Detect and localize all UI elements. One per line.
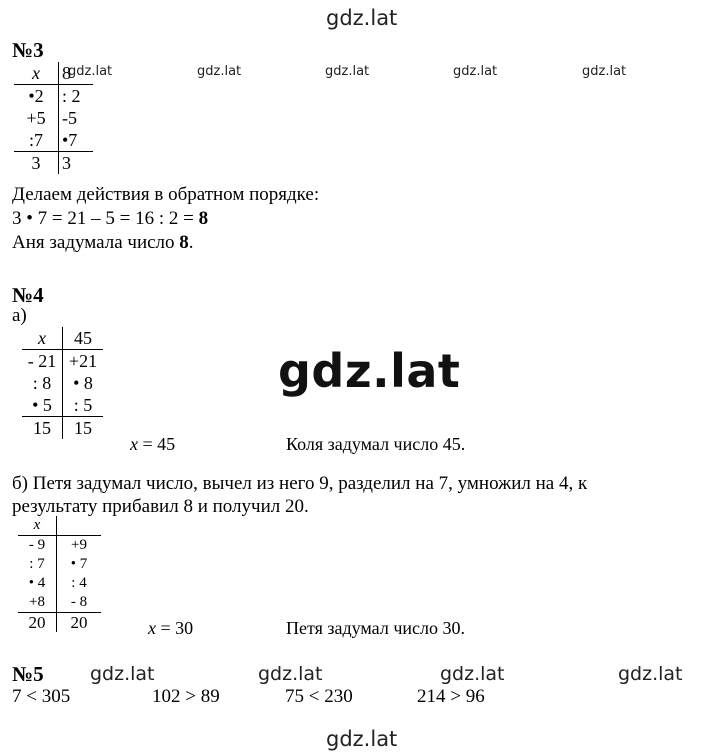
task3-table-cell: :7 [28,130,43,150]
task3-conclusion-answer: 8 [179,232,189,253]
task5-comparison-3: 75 < 230 [285,686,353,707]
task4a-table-cell: : 5 [63,394,104,417]
task3-table-result: 3 [59,152,94,175]
task3-table-cell: : 2 [59,85,94,108]
watermark-row5-2: gdz.lat [258,663,323,685]
task3-table-result: 3 [14,152,59,175]
task4b-table-head-right [57,516,102,536]
task4a-conclusion: Коля задумал число 45. [286,434,466,454]
task4b-table-cell: : 4 [57,574,102,593]
watermark-row5-1: gdz.lat [90,663,155,685]
task4a-table-cell: • 5 [32,395,52,415]
task4b-table-cell: • 7 [57,555,102,574]
task4a-x-var: x [130,434,138,454]
task3-table-cell: +5 [26,108,46,128]
task3-conclusion-end: . [188,232,194,253]
task4b-table-cell: - 8 [57,593,102,613]
task3-table-head-left: x [14,62,59,85]
task4b-x-value: = 30 [156,618,194,638]
watermark-row5-3: gdz.lat [440,663,505,685]
task4b-x-result [148,618,193,639]
task4a-x-value: = 45 [138,434,176,454]
task4a-table-cell: +21 [63,350,104,373]
task4b-table-cell: +8 [29,594,45,610]
task4b-table-cell: - 9 [28,537,46,553]
task3-table-cell: •7 [59,129,94,152]
task4b-line2: результату прибавил 8 и получил 20. [12,496,309,517]
task4b-table-cell: +9 [57,536,102,556]
task5-title: №5 [12,662,44,686]
watermark-row5-4: gdz.lat [618,663,683,685]
task4a-table-result: 15 [22,417,63,440]
task3-table [14,62,93,174]
watermark-center: gdz.lat [278,344,461,398]
watermark-top: gdz.lat [326,6,398,30]
task3-line2 [12,208,208,230]
task4b-conclusion: Петя задумал число 30. [286,618,465,638]
task4b-table [18,516,101,632]
task4a-table-head-left: x [22,327,63,350]
task4b-line1: б) Петя задумал число, вычел из него 9, разделил на 7, умножил на 4, к [12,473,588,494]
task4b-table-cell: : 7 [29,556,45,572]
task4a-table-cell: • 8 [63,372,104,394]
task3-line3 [12,232,194,254]
watermark-row1-2: gdz.lat [197,64,242,79]
watermark-row1-5: gdz.lat [582,64,627,79]
task4b-table-head-left: x [18,516,57,536]
watermark-row1-3: gdz.lat [325,64,370,79]
task4a-table [22,327,103,439]
task3-table-cell: -5 [59,107,94,129]
task4-title: №4 [12,283,44,307]
task5-comparison-4: 214 > 96 [417,686,485,707]
task3-answer: 8 [198,208,209,229]
task4a-table-cell: : 8 [32,373,52,393]
watermark-row1-1: gdz.lat [68,64,113,79]
task4a-table-cell: - 21 [27,351,57,371]
task3-conclusion: Аня задумала число [12,232,180,253]
watermark-bottom: gdz.lat [326,727,398,751]
task3-table-head-right: 8 [59,62,94,85]
task4b-table-cell: • 4 [28,575,46,591]
task4b-table-result: 20 [57,613,102,633]
task4a-x-result [130,434,175,455]
task5-comparison-1: 7 < 305 [12,686,71,707]
task3-line1: Делаем действия в обратном порядке: [12,184,320,205]
task4a-label: а) [12,305,27,326]
task3-expression: 3 • 7 = 21 – 5 = 16 : 2 = [12,208,199,229]
task5-comparison-2: 102 > 89 [152,686,220,707]
task3-title: №3 [12,38,44,62]
watermark-row1-4: gdz.lat [453,64,498,79]
task4b-table-result: 20 [18,613,57,633]
task4b-x-var: x [148,618,156,638]
task4a-table-result: 15 [63,417,104,440]
task4a-table-head-right: 45 [63,327,104,350]
task3-table-cell: •2 [28,86,44,106]
